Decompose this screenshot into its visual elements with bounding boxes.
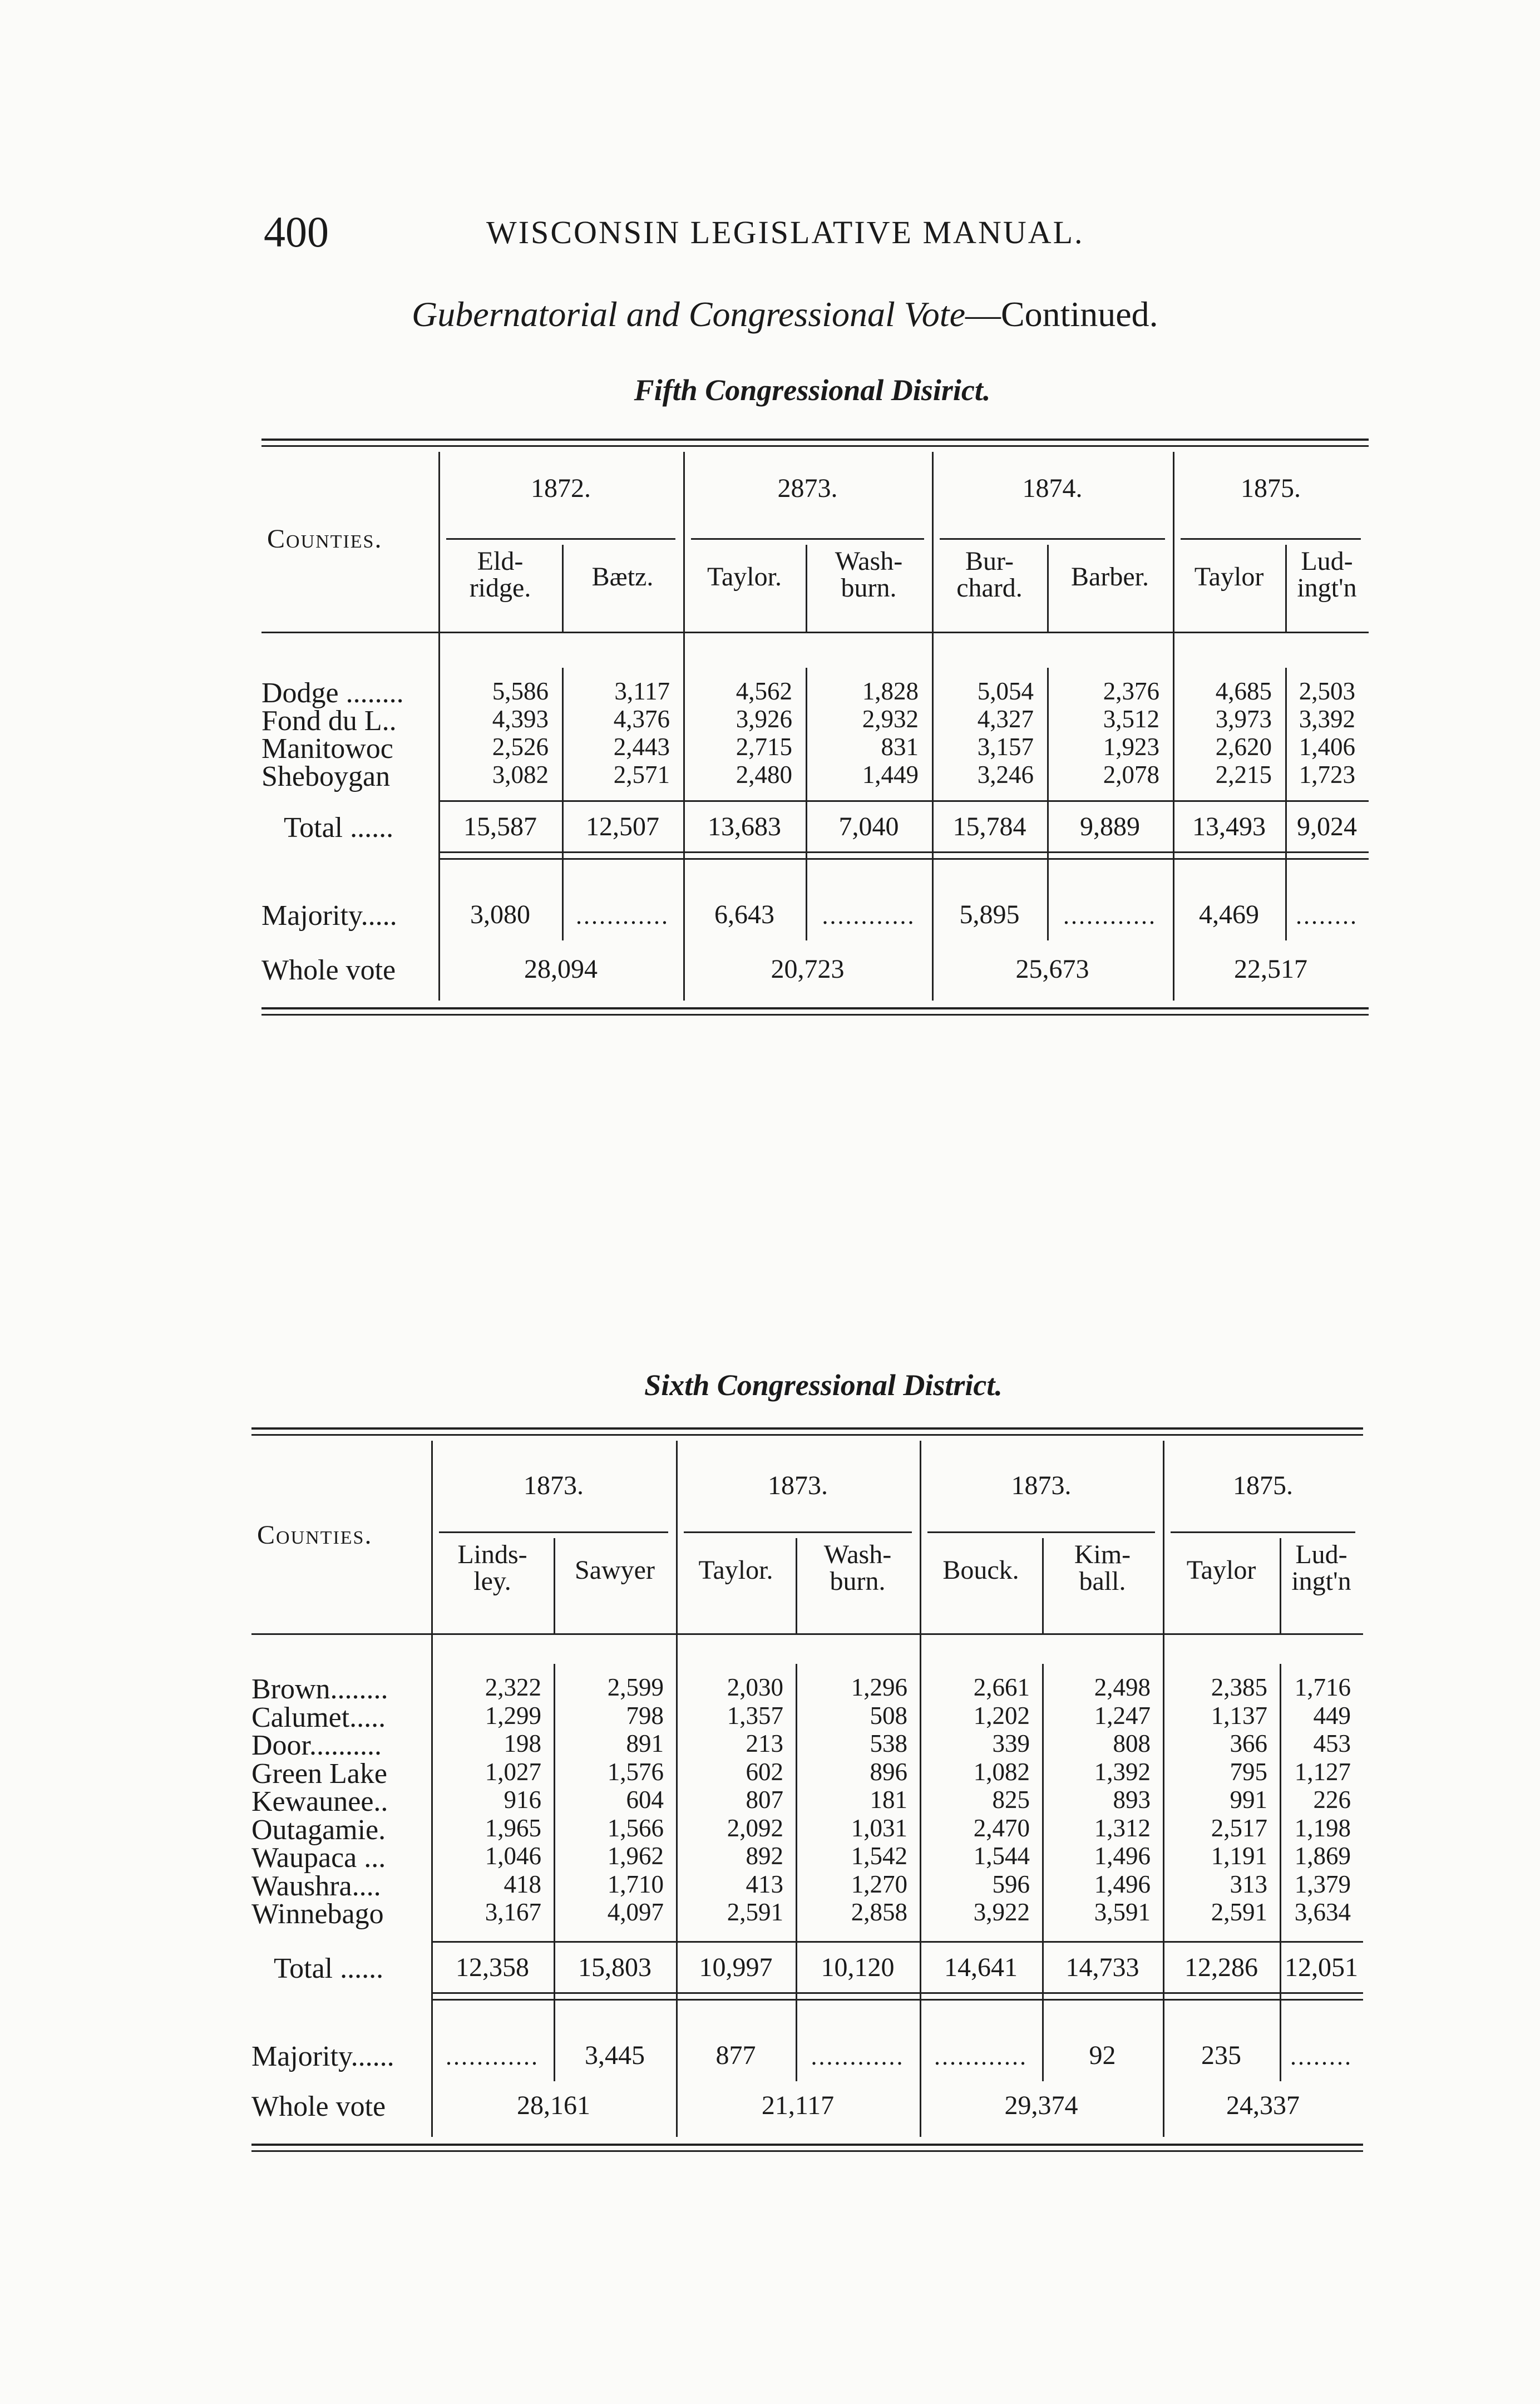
- year-underline: [439, 1531, 668, 1533]
- county-name: Manitowoc: [261, 733, 393, 765]
- vote-cell: 808: [1113, 1730, 1151, 1757]
- header-rule: [251, 1633, 1363, 1635]
- total-cell: 14,641: [944, 1953, 1018, 1982]
- total-cell: 15,803: [578, 1953, 651, 1982]
- vote-cell: 2,322: [485, 1673, 541, 1701]
- vote-cell: 181: [870, 1786, 907, 1814]
- bottom-rule-2: [251, 2150, 1363, 2152]
- vote-cell: 3,973: [1215, 705, 1272, 733]
- year-header: 1872.: [531, 474, 591, 503]
- vote-cell: 418: [504, 1870, 541, 1898]
- fifth-district-title: Fifth Congressional Disirict.: [634, 373, 991, 407]
- vote-cell: 2,591: [1211, 1898, 1267, 1926]
- candidate-header: Taylor.: [698, 1555, 773, 1585]
- candidate-header: Kim- ball.: [1074, 1540, 1131, 1596]
- header-rule: [261, 632, 1369, 633]
- vote-cell: 1,723: [1299, 761, 1355, 789]
- running-head: WISCONSIN LEGISLATIVE MANUAL.: [486, 214, 1084, 250]
- candidate-header: Sawyer: [575, 1555, 655, 1585]
- county-name: Fond du L..: [261, 705, 397, 737]
- county-name: Winnebago: [251, 1898, 384, 1930]
- counties-label: Counties.: [267, 524, 383, 554]
- vote-cell: 198: [504, 1730, 541, 1757]
- vote-cell: 1,710: [607, 1870, 664, 1898]
- vote-cell: 226: [1313, 1786, 1351, 1814]
- total-cell: 10,120: [821, 1953, 895, 1982]
- vote-cell: 891: [626, 1730, 664, 1757]
- vote-cell: 1,923: [1103, 733, 1159, 761]
- majority-cell: 6,643: [714, 900, 774, 929]
- total-cell: 12,358: [456, 1953, 529, 1982]
- year-header: 1873.: [1011, 1471, 1072, 1500]
- vote-cell: 4,097: [607, 1898, 664, 1926]
- vote-cell: 1,127: [1294, 1757, 1351, 1786]
- vote-cell: 798: [626, 1701, 664, 1730]
- total-cell: 12,051: [1285, 1953, 1358, 1982]
- candidate-header: Bouck.: [942, 1555, 1019, 1585]
- vote-cell: 602: [746, 1757, 783, 1786]
- total-cell: 15,784: [952, 812, 1026, 841]
- subtitle-italic: Gubernatorial and Congressional Vote: [412, 294, 965, 334]
- majority-cell: ............: [1063, 902, 1157, 929]
- vote-cell: 413: [746, 1870, 783, 1898]
- vote-cell: 2,620: [1215, 733, 1272, 761]
- top-rule: [261, 439, 1369, 441]
- vote-cell: 831: [881, 733, 919, 761]
- candidate-header: Eld- ridge.: [469, 546, 531, 603]
- vote-cell: 2,030: [727, 1673, 783, 1701]
- vote-cell: 3,082: [492, 761, 549, 789]
- vote-cell: 3,926: [736, 705, 792, 733]
- candidate-header: Lud- ingt'n: [1291, 1540, 1351, 1596]
- vote-cell: 2,215: [1215, 761, 1272, 789]
- year-underline: [1171, 1531, 1355, 1533]
- year-underline: [684, 1531, 912, 1533]
- vote-cell: 1,247: [1094, 1701, 1151, 1730]
- vote-cell: 991: [1230, 1786, 1267, 1814]
- year-header: 1874.: [1022, 474, 1083, 503]
- vote-cell: 213: [746, 1730, 783, 1757]
- candidate-header: Linds- ley.: [457, 1540, 527, 1596]
- sixth-district-title: Sixth Congressional District.: [644, 1368, 1003, 1402]
- vote-cell: 313: [1230, 1870, 1267, 1898]
- vote-cell: 1,496: [1094, 1870, 1151, 1898]
- vote-cell: 538: [870, 1730, 907, 1757]
- year-header: 1873.: [524, 1471, 584, 1500]
- vote-cell: 4,393: [492, 705, 549, 733]
- majority-cell: 235: [1201, 2041, 1241, 2070]
- vote-cell: 5,054: [977, 677, 1034, 705]
- total-cell: 7,040: [838, 812, 899, 841]
- vote-cell: 3,246: [977, 761, 1034, 789]
- vote-cell: 1,392: [1094, 1757, 1151, 1786]
- whole-vote-cell: 20,723: [771, 954, 845, 984]
- bottom-rule: [261, 1007, 1369, 1009]
- vote-cell: 1,449: [862, 761, 919, 789]
- majority-cell: ............: [576, 902, 669, 929]
- vote-cell: 339: [992, 1730, 1030, 1757]
- county-name: Dodge ........: [261, 677, 404, 709]
- candidate-header: Taylor: [1186, 1555, 1256, 1585]
- total-cell: 9,889: [1080, 812, 1140, 841]
- candidate-header: Bur- chard.: [956, 546, 1023, 603]
- vote-cell: 893: [1113, 1786, 1151, 1814]
- vote-cell: 1,031: [851, 1814, 907, 1842]
- whole-vote-cell: 28,161: [517, 2091, 590, 2120]
- top-rule-2: [251, 1434, 1363, 1436]
- vote-cell: 916: [504, 1786, 541, 1814]
- vote-cell: 807: [746, 1786, 783, 1814]
- vote-cell: 3,392: [1299, 705, 1355, 733]
- majority-cell: 4,469: [1199, 900, 1259, 929]
- total-label: Total ......: [284, 812, 394, 844]
- vote-cell: 1,191: [1211, 1842, 1267, 1870]
- whole-vote-label: Whole vote: [261, 954, 396, 986]
- vote-cell: 1,046: [485, 1842, 541, 1870]
- year-underline: [1181, 538, 1361, 540]
- year-header: 2873.: [777, 474, 838, 503]
- vote-cell: 366: [1230, 1730, 1267, 1757]
- county-name: Calumet.....: [251, 1701, 386, 1733]
- vote-cell: 2,470: [973, 1814, 1030, 1842]
- vote-cell: 2,858: [851, 1898, 907, 1926]
- vote-cell: 5,586: [492, 677, 549, 705]
- majority-cell: ............: [934, 2043, 1028, 2070]
- total-underline-2: [438, 858, 1369, 860]
- vote-cell: 2,503: [1299, 677, 1355, 705]
- vote-cell: 1,716: [1294, 1673, 1351, 1701]
- vote-cell: 4,327: [977, 705, 1034, 733]
- majority-cell: ............: [811, 2043, 905, 2070]
- vote-cell: 1,379: [1294, 1870, 1351, 1898]
- total-cell: 15,587: [463, 812, 537, 841]
- vote-cell: 3,591: [1094, 1898, 1151, 1926]
- candidate-divider: [554, 1538, 555, 1633]
- year-header: 1875.: [1241, 474, 1301, 503]
- vote-cell: 3,117: [614, 677, 670, 705]
- vote-cell: 2,078: [1103, 761, 1159, 789]
- year-underline: [927, 1531, 1155, 1533]
- majority-label: Majority......: [251, 2041, 394, 2072]
- candidate-header: Wash- burn.: [823, 1540, 892, 1596]
- majority-cell: ........: [1290, 2043, 1353, 2070]
- vote-cell: 4,685: [1215, 677, 1272, 705]
- majority-cell: 877: [715, 2041, 756, 2070]
- page-number: 400: [264, 208, 329, 256]
- vote-cell: 2,385: [1211, 1673, 1267, 1701]
- candidate-header: Taylor.: [707, 562, 782, 592]
- candidate-header: Wash- burn.: [835, 546, 903, 603]
- whole-vote-cell: 24,337: [1226, 2091, 1300, 2120]
- vote-cell: 1,962: [607, 1842, 664, 1870]
- vote-cell: 2,376: [1103, 677, 1159, 705]
- total-cell: 14,733: [1065, 1953, 1139, 1982]
- vote-cell: 3,512: [1103, 705, 1159, 733]
- vote-cell: 892: [746, 1842, 783, 1870]
- vote-cell: 1,576: [607, 1757, 664, 1786]
- vote-cell: 3,634: [1294, 1898, 1351, 1926]
- vote-cell: 604: [626, 1786, 664, 1814]
- vote-cell: 1,202: [973, 1701, 1030, 1730]
- vote-cell: 1,270: [851, 1870, 907, 1898]
- year-header: 1875.: [1233, 1471, 1293, 1500]
- candidate-header: Taylor: [1194, 562, 1264, 592]
- candidate-header: Bætz.: [591, 562, 654, 592]
- whole-vote-cell: 29,374: [1004, 2091, 1078, 2120]
- whole-vote-cell: 22,517: [1234, 954, 1307, 984]
- candidate-header: Barber.: [1071, 562, 1149, 592]
- total-cell: 12,286: [1184, 1953, 1258, 1982]
- vote-cell: 1,828: [862, 677, 919, 705]
- vote-cell: 3,922: [973, 1898, 1030, 1926]
- vote-cell: 896: [870, 1757, 907, 1786]
- vote-cell: 1,299: [485, 1701, 541, 1730]
- vote-cell: 2,571: [613, 761, 670, 789]
- vote-cell: 1,544: [973, 1842, 1030, 1870]
- vote-cell: 1,406: [1299, 733, 1355, 761]
- candidate-header: Lud- ingt'n: [1297, 546, 1357, 603]
- vote-cell: 2,599: [607, 1673, 664, 1701]
- vote-cell: 1,312: [1094, 1814, 1151, 1842]
- vote-cell: 1,082: [973, 1757, 1030, 1786]
- total-cell: 12,507: [586, 812, 659, 841]
- vote-cell: 4,376: [613, 705, 670, 733]
- vote-cell: 1,496: [1094, 1842, 1151, 1870]
- county-name: Waushra....: [251, 1870, 381, 1902]
- vote-cell: 2,517: [1211, 1814, 1267, 1842]
- year-underline: [940, 538, 1165, 540]
- page-subtitle: [412, 294, 1246, 335]
- vote-cell: 1,869: [1294, 1842, 1351, 1870]
- majority-cell: 3,080: [470, 900, 530, 929]
- majority-cell: ........: [1296, 902, 1358, 929]
- vote-cell: 3,167: [485, 1898, 541, 1926]
- counties-label: Counties.: [257, 1520, 373, 1550]
- majority-cell: 3,445: [585, 2041, 645, 2070]
- vote-cell: 1,137: [1211, 1701, 1267, 1730]
- county-name: Waupaca ...: [251, 1842, 386, 1874]
- total-cell: 13,683: [708, 812, 781, 841]
- vote-cell: 1,296: [851, 1673, 907, 1701]
- vote-cell: 4,562: [736, 677, 792, 705]
- total-rule: [431, 1941, 1363, 1943]
- majority-cell: ............: [446, 2043, 539, 2070]
- vote-cell: 2,526: [492, 733, 549, 761]
- total-cell: 9,024: [1297, 812, 1357, 841]
- vote-cell: 2,932: [862, 705, 919, 733]
- vote-cell: 2,715: [736, 733, 792, 761]
- vote-cell: 2,591: [727, 1898, 783, 1926]
- vote-cell: 795: [1230, 1757, 1267, 1786]
- whole-vote-cell: 28,094: [524, 954, 598, 984]
- total-underline: [438, 851, 1369, 853]
- vote-cell: 1,542: [851, 1842, 907, 1870]
- vote-cell: 2,443: [613, 733, 670, 761]
- vote-cell: 3,157: [977, 733, 1034, 761]
- total-cell: 13,493: [1192, 812, 1266, 841]
- county-name: Kewaunee..: [251, 1786, 388, 1817]
- county-name: Outagamie.: [251, 1814, 386, 1846]
- year-underline: [446, 538, 675, 540]
- year-header: 1873.: [768, 1471, 828, 1500]
- total-underline: [431, 1992, 1363, 1994]
- vote-cell: 825: [992, 1786, 1030, 1814]
- vote-cell: 596: [992, 1870, 1030, 1898]
- whole-vote-cell: 25,673: [1015, 954, 1089, 984]
- total-underline-2: [431, 1999, 1363, 2001]
- total-label: Total ......: [274, 1953, 384, 1984]
- vote-cell: 508: [870, 1701, 907, 1730]
- vote-cell: 2,498: [1094, 1673, 1151, 1701]
- year-underline: [691, 538, 924, 540]
- vote-cell: 1,027: [485, 1757, 541, 1786]
- county-name: Sheboygan: [261, 761, 391, 792]
- vote-cell: 453: [1313, 1730, 1351, 1757]
- subtitle-continued: —Continued.: [965, 294, 1158, 334]
- bottom-rule: [251, 2144, 1363, 2146]
- page-header: [264, 207, 1221, 257]
- whole-vote-label: Whole vote: [251, 2091, 386, 2122]
- majority-cell: 5,895: [959, 900, 1020, 929]
- vote-cell: 1,965: [485, 1814, 541, 1842]
- top-rule-2: [261, 445, 1369, 447]
- county-name: Door..........: [251, 1730, 382, 1761]
- majority-label: Majority.....: [261, 900, 397, 932]
- vote-cell: 2,092: [727, 1814, 783, 1842]
- county-name: Brown........: [251, 1673, 388, 1705]
- vote-cell: 1,357: [727, 1701, 783, 1730]
- total-rule: [438, 800, 1369, 802]
- vote-cell: 449: [1313, 1701, 1351, 1730]
- vote-cell: 1,198: [1294, 1814, 1351, 1842]
- county-name: Green Lake: [251, 1757, 387, 1790]
- vote-cell: 2,661: [973, 1673, 1030, 1701]
- whole-vote-cell: 21,117: [761, 2091, 835, 2120]
- top-rule: [251, 1427, 1363, 1430]
- majority-cell: ............: [822, 902, 916, 929]
- vote-cell: 1,566: [607, 1814, 664, 1842]
- majority-cell: 92: [1089, 2041, 1116, 2070]
- total-cell: 10,997: [699, 1953, 773, 1982]
- bottom-rule-2: [261, 1014, 1369, 1016]
- vote-cell: 2,480: [736, 761, 792, 789]
